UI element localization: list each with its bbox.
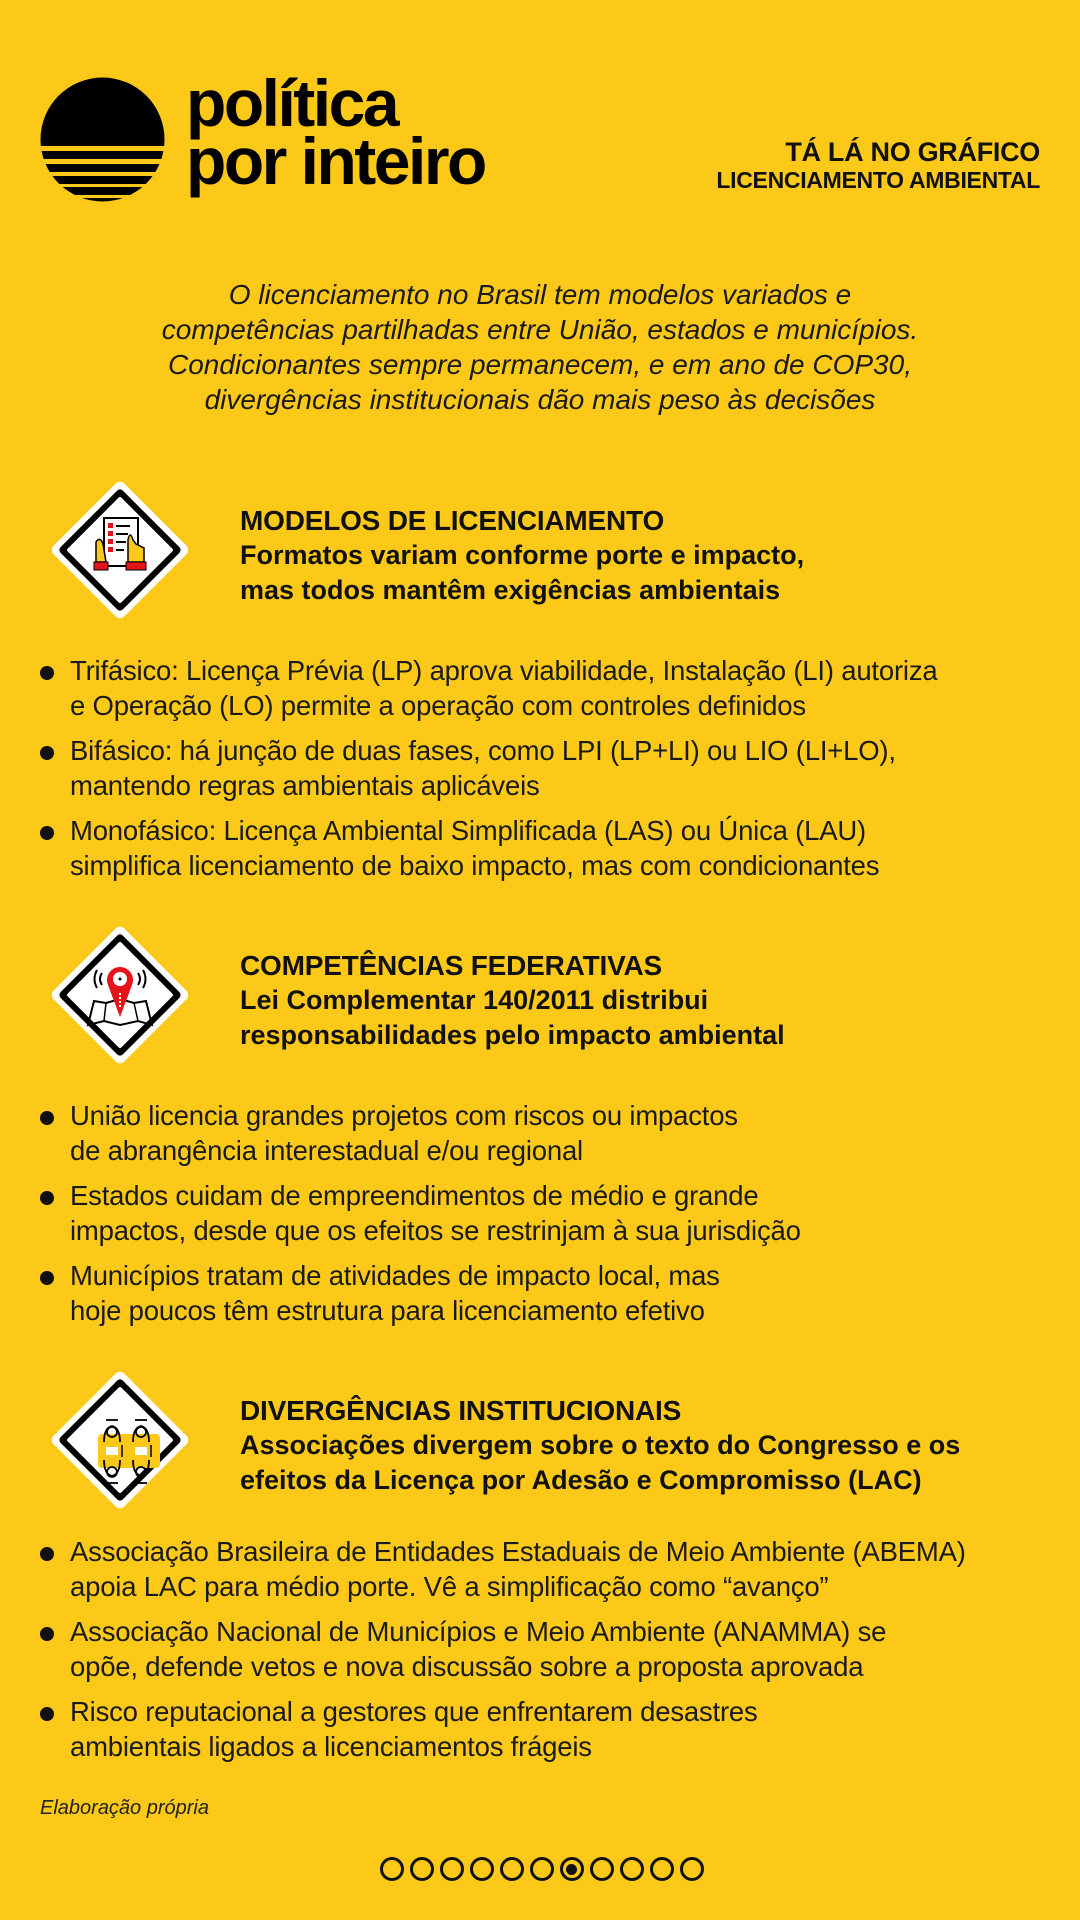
bullet-line: Estados cuidam de empreendimentos de médio e grande (70, 1180, 759, 1211)
intro-line: Condicionantes sempre permanecem, e em ano de COP30, (168, 349, 912, 380)
bullet-dot-icon (40, 666, 54, 680)
subtitle-line: responsabilidades pelo impacto ambiental (240, 1020, 785, 1050)
meeting-table-icon (40, 1360, 200, 1520)
bullet-dot-icon (40, 746, 54, 760)
intro-line: competências partilhadas entre União, estados e municípios. (161, 314, 919, 345)
sun-horizon-logo-icon (40, 77, 165, 202)
list-item (40, 1258, 1050, 1328)
source-note: Elaboração própria (40, 1797, 209, 1819)
bullet-line: hoje poucos têm estrutura para licenciamento efetivo (70, 1295, 705, 1326)
bullet-line: Trifásico: Licença Prévia (LP) aprova viabilidade, Instalação (LI) autoriza (70, 655, 938, 686)
topic-label: LICENCIAMENTO AMBIENTAL (716, 167, 1040, 193)
page-dot-1[interactable] (380, 1857, 404, 1881)
bullet-list (40, 1098, 1050, 1338)
list-item (40, 1534, 1050, 1604)
subtitle-line: Lei Complementar 140/2011 distribui (240, 985, 709, 1015)
section-subtitle (240, 983, 1050, 1053)
subtitle-line: Associações divergem sobre o texto do Congresso e os (240, 1430, 961, 1460)
list-item (40, 1694, 1050, 1764)
bullet-line: de abrangência interestadual e/ou regional (70, 1135, 583, 1166)
page-dot-8[interactable] (590, 1857, 614, 1881)
brand-line-2: por inteiro (186, 124, 485, 198)
intro-paragraph (60, 277, 1020, 417)
bullet-line: Risco reputacional a gestores que enfrentarem desastres (70, 1696, 758, 1727)
subtitle-line: efeitos da Licença por Adesão e Compromisso (LAC) (240, 1465, 922, 1495)
bullet-line: simplifica licenciamento de baixo impacto, mas com condicionantes (70, 850, 880, 881)
map-location-pin-icon (40, 915, 200, 1075)
page-dot-2[interactable] (410, 1857, 434, 1881)
page-dot-6[interactable] (530, 1857, 554, 1881)
bullet-line: Municípios tratam de atividades de impacto local, mas (70, 1260, 720, 1291)
bullet-list (40, 1534, 1050, 1774)
list-item (40, 1098, 1050, 1168)
bullet-line: Bifásico: há junção de duas fases, como LPI (LP+LI) ou LIO (LI+LO), (70, 735, 896, 766)
section-header (240, 948, 1050, 1053)
list-item (40, 1614, 1050, 1684)
list-item (40, 733, 1050, 803)
bullet-dot-icon (40, 1271, 54, 1285)
bullet-line: apoia LAC para médio porte. Vê a simplificação como “avanço” (70, 1571, 829, 1602)
checklist-hands-icon (40, 470, 200, 630)
subtitle-line: Formatos variam conforme porte e impacto, (240, 540, 805, 570)
bullet-line: impactos, desde que os efeitos se restrinjam à sua jurisdição (70, 1215, 801, 1246)
list-item (40, 1178, 1050, 1248)
section-header (240, 1393, 1050, 1498)
section-header (240, 503, 1050, 608)
bullet-line: União licencia grandes projetos com riscos ou impactos (70, 1100, 738, 1131)
bullet-line: ambientais ligados a licenciamentos frágeis (70, 1731, 592, 1762)
bullet-line: e Operação (LO) permite a operação com controles definidos (70, 690, 806, 721)
list-item (40, 813, 1050, 883)
bullet-line: mantendo regras ambientais aplicáveis (70, 770, 540, 801)
section-title: COMPETÊNCIAS FEDERATIVAS (240, 950, 662, 981)
section-subtitle (240, 1428, 1050, 1498)
section-title: DIVERGÊNCIAS INSTITUCIONAIS (240, 1395, 682, 1426)
bullet-line: Monofásico: Licença Ambiental Simplificada (LAS) ou Única (LAU) (70, 815, 866, 846)
section-title: MODELOS DE LICENCIAMENTO (240, 505, 665, 536)
list-item (40, 653, 1050, 723)
bullet-list (40, 653, 1050, 893)
bullet-dot-icon (40, 1191, 54, 1205)
series-kicker: TÁ LÁ NO GRÁFICO (785, 137, 1040, 167)
page-dot-9[interactable] (620, 1857, 644, 1881)
section-subtitle (240, 538, 1050, 608)
bullet-dot-icon (40, 1111, 54, 1125)
page-dot-7-active[interactable] (560, 1857, 584, 1881)
bullet-line: opõe, defende vetos e nova discussão sobre a proposta aprovada (70, 1651, 864, 1682)
page-dot-4[interactable] (470, 1857, 494, 1881)
bullet-line: Associação Brasileira de Entidades Estaduais de Meio Ambiente (ABEMA) (70, 1536, 966, 1567)
page-dot-11[interactable] (680, 1857, 704, 1881)
bullet-dot-icon (40, 1627, 54, 1641)
page-dot-3[interactable] (440, 1857, 464, 1881)
brand-line-1: política (186, 66, 398, 140)
carousel-pagination (0, 1857, 1080, 1881)
brand-wordmark (186, 66, 485, 198)
series-label (716, 137, 1040, 193)
bullet-dot-icon (40, 1547, 54, 1561)
subtitle-line: mas todos mantêm exigências ambientais (240, 575, 781, 605)
bullet-dot-icon (40, 826, 54, 840)
bullet-dot-icon (40, 1707, 54, 1721)
page-dot-5[interactable] (500, 1857, 524, 1881)
bullet-line: Associação Nacional de Municípios e Meio Ambiente (ANAMMA) se (70, 1616, 887, 1647)
page-dot-10[interactable] (650, 1857, 674, 1881)
intro-line: divergências institucionais dão mais peso às decisões (204, 384, 876, 415)
intro-line: O licenciamento no Brasil tem modelos variados e (228, 279, 852, 310)
